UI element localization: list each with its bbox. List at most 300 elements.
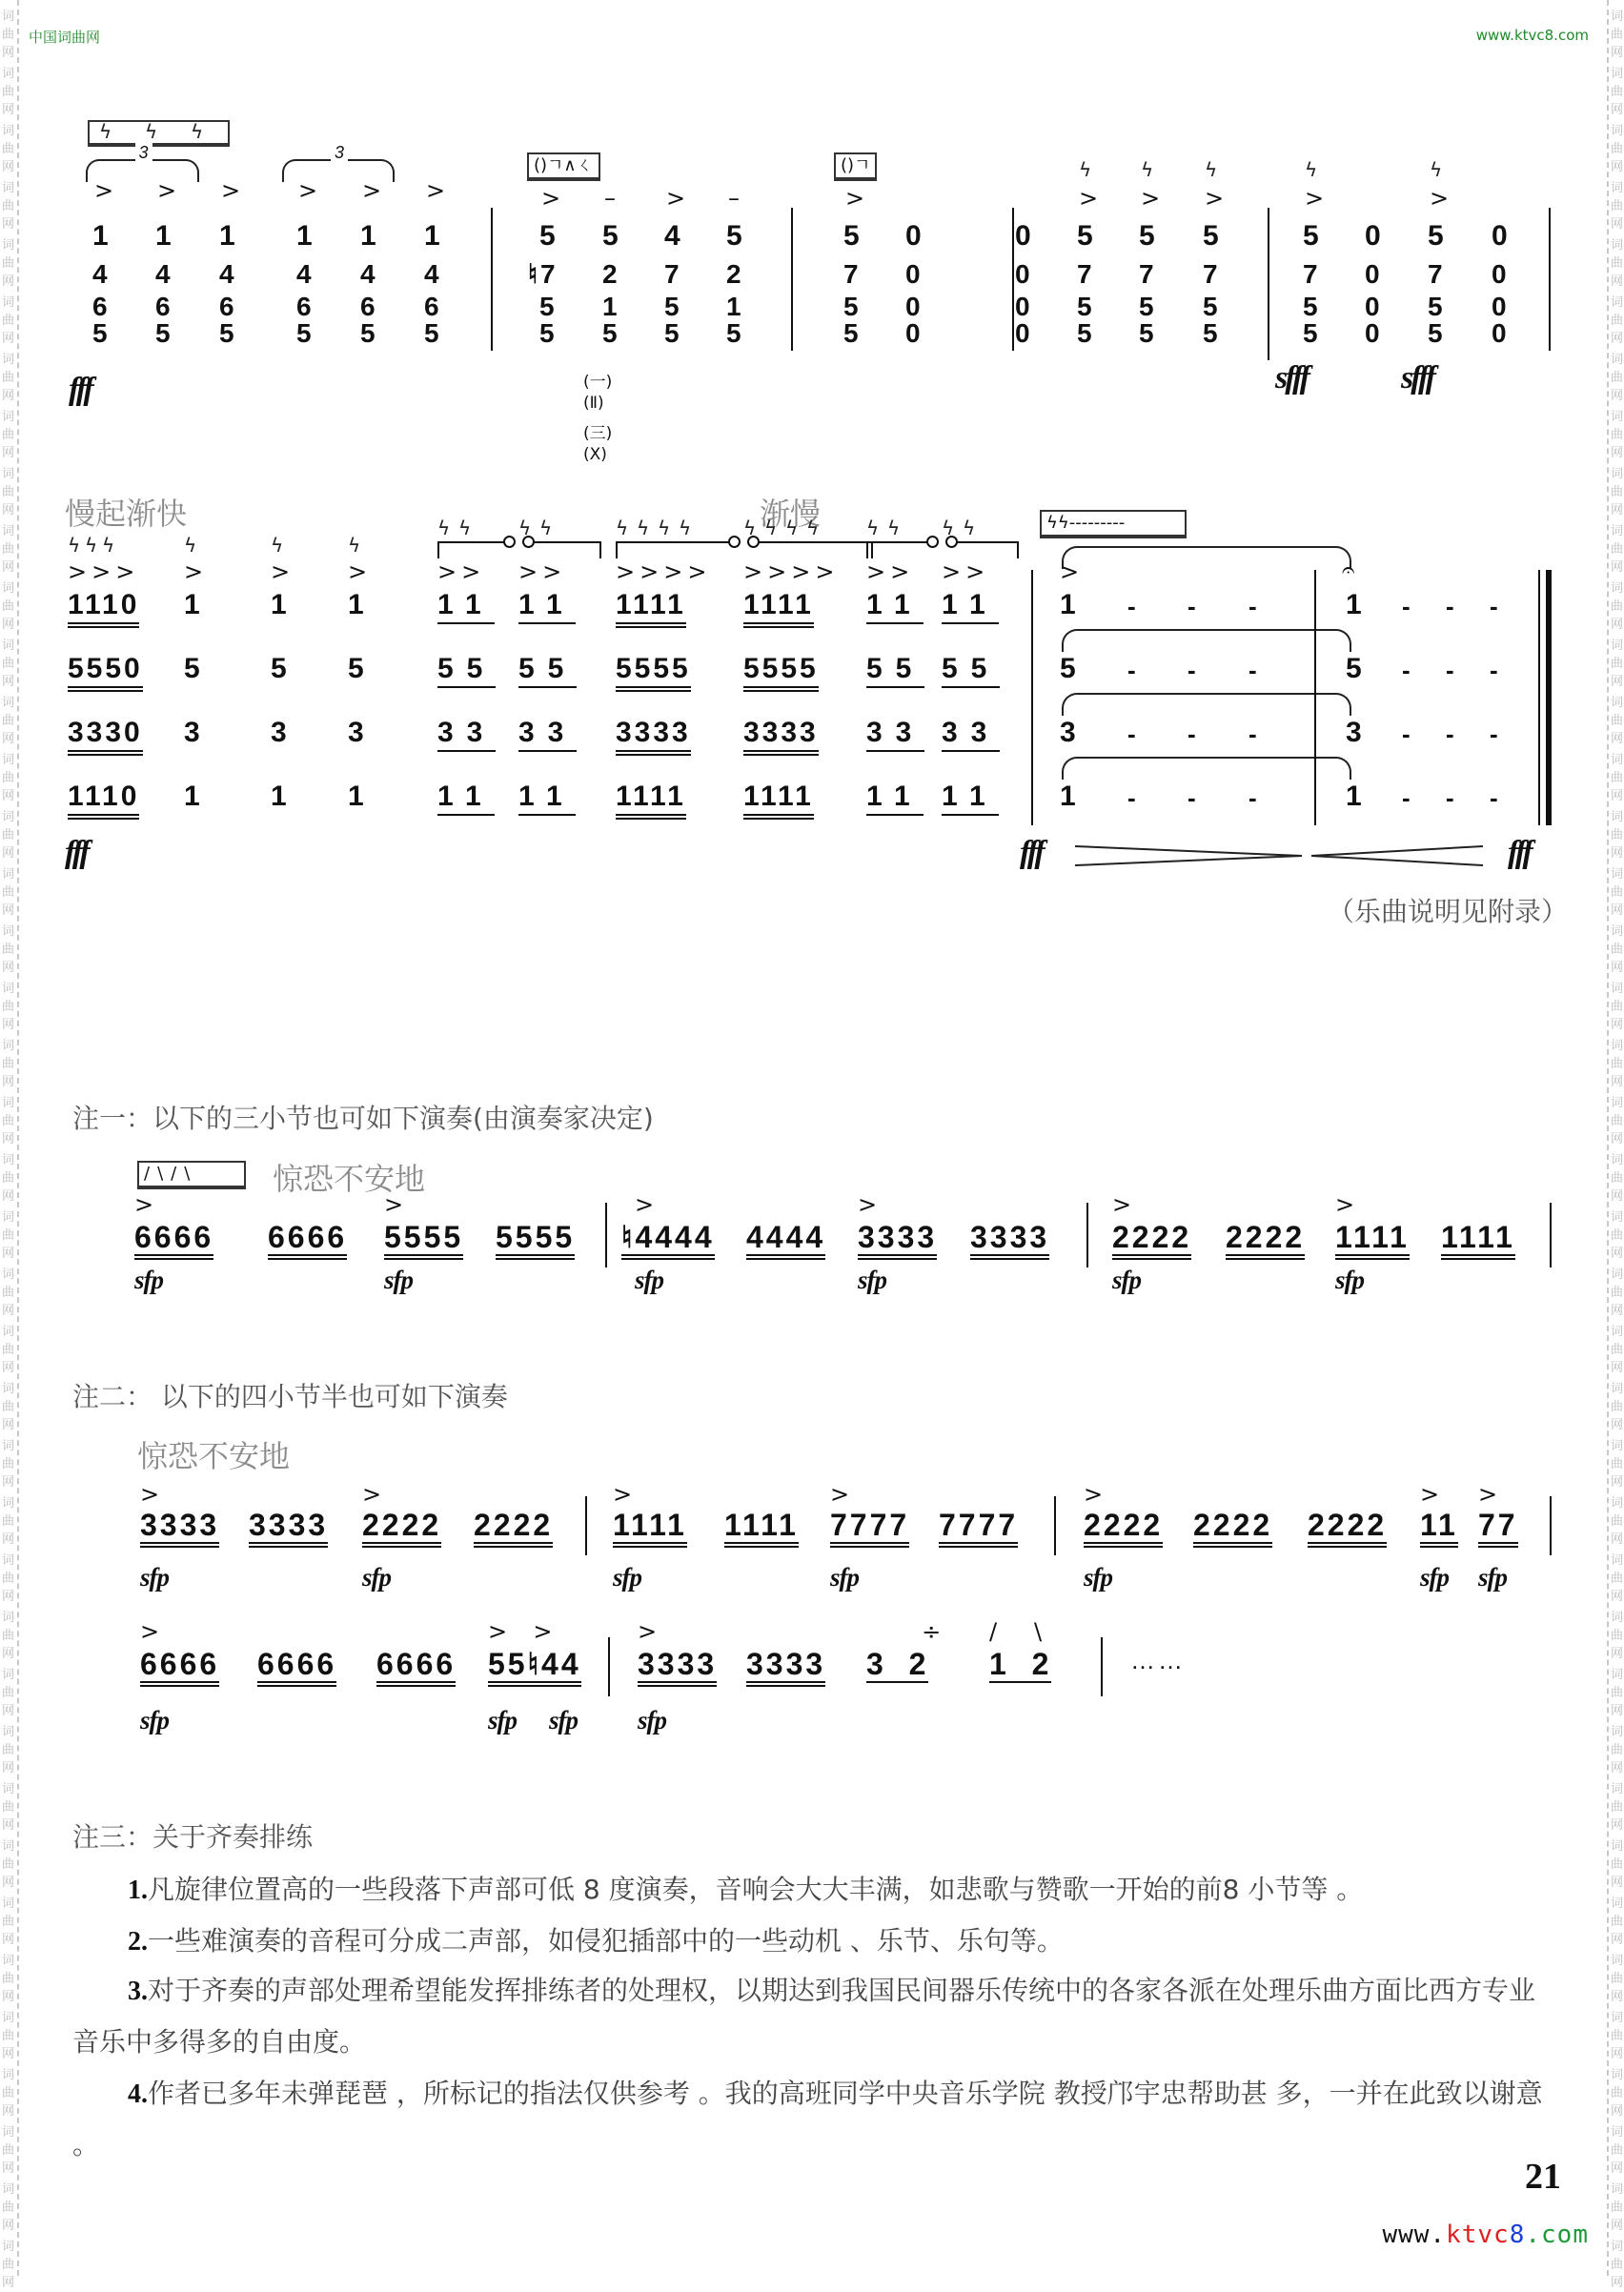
- accent-mark: / \: [989, 1618, 1046, 1645]
- note-group: 3 2: [866, 1647, 929, 1681]
- barline: [1086, 1203, 1088, 1268]
- note: 5: [539, 220, 558, 252]
- tremolo-icon: [539, 517, 552, 539]
- note-group: 5555: [496, 1222, 575, 1260]
- margin-watermark: 词曲网: [2, 1668, 15, 1718]
- margin-watermark: 词曲网: [1611, 467, 1624, 517]
- margin-watermark: 词曲网: [1611, 524, 1624, 575]
- accent-mark: >: [1060, 558, 1087, 585]
- margin-watermark: 词曲网: [1611, 1954, 1624, 2004]
- margin-watermark: 词曲网: [2, 295, 15, 346]
- hold-dash: -: [1402, 720, 1411, 748]
- string-label: (一): [583, 373, 613, 392]
- note: 1: [92, 220, 112, 252]
- margin-watermark: 词曲网: [2, 353, 15, 403]
- tremolo-icon: [658, 517, 670, 539]
- hold-dash: -: [1127, 656, 1136, 684]
- margin-watermark: 词曲网: [2, 1210, 15, 1261]
- appendix-note: （乐曲说明见附录）: [1327, 896, 1568, 927]
- margin-watermark: 词曲网: [2, 1382, 15, 1432]
- margin-watermark: 词曲网: [2, 10, 15, 60]
- hold-dash: -: [1402, 783, 1411, 812]
- note-group: 5: [348, 653, 367, 684]
- margin-watermark: 词曲网: [1611, 1096, 1624, 1146]
- hold-dash: -: [1490, 592, 1498, 620]
- accent-mark: >: [830, 1481, 858, 1508]
- note: 0: [905, 292, 924, 321]
- margin-watermark: 词曲网: [1611, 1153, 1624, 1204]
- note-group: 11: [942, 590, 999, 624]
- note-group: 1: [271, 781, 290, 812]
- note: 5: [1303, 220, 1322, 252]
- accent-mark: >>>: [68, 558, 140, 585]
- accent-mark: >: [1112, 1191, 1140, 1218]
- note-group: 33: [437, 718, 496, 752]
- tremolo-icon: [184, 534, 196, 557]
- margin-watermark: 词曲网: [1611, 2125, 1624, 2176]
- tremolo-icon: [887, 517, 900, 539]
- item-text: 凡旋律位置高的一些段落下声部可低 8 度演奏，音响会大大丰满，如悲歌与赞歌一开始的前8 小节等 。: [148, 1874, 1364, 1905]
- margin-watermark: 词曲网: [1611, 1325, 1624, 1375]
- footer-site-logo[interactable]: [1382, 2221, 1589, 2249]
- slide-bracket: [534, 541, 601, 558]
- accent-mark: >>: [942, 558, 990, 585]
- margin-watermark: 词曲网: [1611, 1039, 1624, 1089]
- note: 7: [1203, 259, 1221, 289]
- accent-mark: > >: [488, 1618, 557, 1645]
- accent-mark: >: [94, 177, 122, 204]
- note-group: 5: [184, 653, 203, 684]
- accent-mark: >: [184, 558, 209, 585]
- note-group: 2222: [474, 1510, 553, 1548]
- note-group: 2222: [1308, 1510, 1387, 1548]
- note: 5: [539, 318, 558, 348]
- slide-circle: [926, 536, 939, 548]
- note: 6: [296, 292, 315, 321]
- slide-bracket: [437, 541, 505, 558]
- accent-mark: >: [858, 1191, 885, 1218]
- note: 1: [726, 292, 744, 321]
- barline: [1031, 570, 1033, 825]
- triplet-number: 3: [331, 143, 348, 163]
- note-group: 6666: [268, 1222, 347, 1260]
- note: 0: [1365, 220, 1384, 252]
- dynamic-sfp: sfp: [858, 1266, 886, 1294]
- tremolo-icon: [348, 534, 360, 557]
- note: 5: [539, 292, 558, 321]
- item-number: 3.: [128, 1977, 148, 2006]
- margin-watermark: 词曲网: [1611, 1439, 1624, 1490]
- note-group: 1111: [1335, 1222, 1410, 1260]
- note: 4: [664, 220, 683, 252]
- margin-watermark: 词曲网: [1611, 124, 1624, 174]
- note: 4: [155, 259, 173, 289]
- decrescendo-hairpin: [1075, 846, 1302, 865]
- accent-mark: >: [140, 1481, 168, 1508]
- margin-watermark: 词曲网: [1611, 1725, 1624, 1775]
- note-group: 11: [866, 590, 924, 624]
- dynamic-sfp: sfp: [830, 1563, 859, 1592]
- note-group: 2222: [1112, 1222, 1191, 1260]
- held-note: 1: [1060, 781, 1079, 812]
- note: 5: [1428, 318, 1446, 348]
- note: 5: [1077, 220, 1096, 252]
- margin-watermark: 词曲网: [2, 1268, 15, 1318]
- slide-bracket: [616, 541, 730, 558]
- header-site-right[interactable]: www.ktvc8.com: [1475, 27, 1589, 44]
- dynamic-sfp: sfp: [613, 1563, 641, 1592]
- accent-mark: >: [221, 177, 249, 204]
- held-note: 1: [1346, 781, 1365, 812]
- note-group: 3330: [68, 718, 143, 756]
- note: 5: [1077, 318, 1095, 348]
- note: 1: [360, 220, 379, 252]
- note-group: 1: [184, 781, 203, 812]
- note-group: 1: [348, 589, 367, 620]
- item-number: 4.: [128, 2079, 148, 2109]
- note: 6: [360, 292, 378, 321]
- accent-mark: ÷: [866, 1618, 945, 1645]
- note: 6: [92, 292, 111, 321]
- hold-dash: -: [1248, 720, 1257, 748]
- note-group: 3333: [616, 718, 691, 756]
- accent-mark: >: [635, 1191, 662, 1218]
- expression-marking: 惊恐不安地: [137, 1438, 291, 1474]
- item-number: 2.: [128, 1927, 148, 1957]
- margin-watermark: 词曲网: [2, 1896, 15, 1947]
- note: 2: [726, 259, 744, 289]
- barline: [1550, 1203, 1552, 1268]
- held-note: 3: [1060, 717, 1079, 748]
- margin-watermark: 词曲网: [2, 181, 15, 232]
- tremolo-icon: [1305, 158, 1317, 181]
- barline: [585, 1496, 587, 1555]
- note-group: 5555: [616, 654, 691, 692]
- margin-watermark: 词曲网: [1611, 2068, 1624, 2119]
- string-label: (Ⅱ): [583, 394, 604, 413]
- note: 5: [1203, 318, 1221, 348]
- note-group: ♮4444: [621, 1222, 715, 1260]
- note-group: 1110: [68, 781, 139, 820]
- note-group: 11: [942, 781, 999, 816]
- margin-watermark: 词曲网: [1611, 67, 1624, 117]
- margin-watermark: 词曲网: [2, 982, 15, 1032]
- note-group: 7777: [939, 1510, 1018, 1548]
- tremolo-icon: [271, 534, 283, 557]
- note-group: 5555: [743, 654, 819, 692]
- hold-dash: -: [1127, 592, 1136, 620]
- note: 0: [1492, 318, 1510, 348]
- dynamic-sfp: sfp: [635, 1266, 663, 1294]
- accent-mark: >: [362, 177, 390, 204]
- site-logo-part: www.: [1382, 2221, 1447, 2249]
- accent-mark: >: [1205, 185, 1232, 212]
- note-group: 2222: [1226, 1222, 1305, 1260]
- accent-mark: –: [728, 185, 747, 212]
- note: 1: [602, 292, 620, 321]
- accent-mark: >: [134, 1191, 162, 1218]
- margin-watermark: 词曲网: [1611, 2240, 1624, 2290]
- margin-watermark: 词曲网: [1611, 181, 1624, 232]
- margin-watermark: 词曲网: [2, 2240, 15, 2290]
- note: 0: [905, 259, 924, 289]
- note-group: 33: [942, 718, 1000, 752]
- margin-watermark: 词曲网: [2, 467, 15, 517]
- ellipsis: ……: [1130, 1646, 1186, 1674]
- margin-line-left: [17, 0, 19, 2276]
- accent-mark: >: [1335, 1191, 1363, 1218]
- fermata: 𝄐: [1342, 557, 1363, 583]
- note: 0: [1015, 259, 1033, 289]
- margin-watermark: 词曲网: [1611, 753, 1624, 803]
- note: 5: [664, 292, 682, 321]
- item-text: 一些难演奏的音程可分成二声部，如侵犯插部中的一些动机 、乐节、乐句等。: [148, 1925, 1064, 1957]
- note-group: 1111: [616, 590, 686, 628]
- margin-watermark: 词曲网: [1611, 1611, 1624, 1661]
- note-group: 1110: [68, 590, 139, 628]
- margin-watermark: 词曲网: [1611, 353, 1624, 403]
- note: 1: [296, 220, 315, 252]
- note-group: 2222: [1084, 1510, 1163, 1548]
- margin-watermark: 词曲网: [1611, 1210, 1624, 1261]
- hold-dash: -: [1490, 720, 1498, 748]
- note-group: 11: [437, 781, 495, 816]
- margin-watermark: 词曲网: [1611, 10, 1624, 60]
- hold-dash: -: [1127, 783, 1136, 812]
- dynamic-sfff: sfff: [1275, 360, 1308, 396]
- accent-mark: >: [426, 177, 454, 204]
- dynamic-sfp: sfp: [1112, 1266, 1141, 1294]
- dynamic-fff: fff: [65, 835, 88, 870]
- held-note: 3: [1346, 717, 1365, 748]
- tie-arc: [1062, 546, 1351, 569]
- site-logo-part: ktvc: [1446, 2221, 1510, 2249]
- note-group: 3333: [140, 1510, 219, 1548]
- note: 4: [424, 259, 442, 289]
- note-group: 1: [348, 781, 367, 812]
- margin-watermark: 词曲网: [2, 1325, 15, 1375]
- margin-watermark: 词曲网: [1611, 295, 1624, 346]
- hold-dash: -: [1127, 720, 1136, 748]
- note: ♮7: [528, 259, 558, 289]
- note-group: 11: [1420, 1510, 1458, 1548]
- final-barline: [1546, 570, 1552, 825]
- tremolo-icon: [806, 517, 819, 539]
- note: 5: [843, 220, 863, 252]
- note3-item: [72, 1864, 1559, 1916]
- tremolo-icon: [679, 517, 691, 539]
- hold-dash: -: [1248, 783, 1257, 812]
- margin-watermark: 词曲网: [1611, 1553, 1624, 1604]
- accent-mark: >>>>: [743, 558, 840, 585]
- accent-mark: >: [1084, 1481, 1111, 1508]
- dynamic-sfp: sfp: [1420, 1563, 1449, 1592]
- held-note: 1: [1060, 589, 1079, 620]
- note3-title: 注三：关于齐奏排练: [72, 1821, 314, 1853]
- margin-watermark: 词曲网: [2, 1496, 15, 1547]
- note-group: 6666: [257, 1649, 336, 1687]
- note: 5: [843, 292, 862, 321]
- margin-watermark: 词曲网: [1611, 810, 1624, 861]
- item-text: 作者已多年未弹琵琶 ，所标记的指法仅供参考 。我的高班同学中央音乐学院 教授邝宇忠帮助甚 多，一并在此致以谢意 。: [72, 2078, 1543, 2160]
- hold-dash: -: [1188, 783, 1196, 812]
- tremolo-icon: [785, 517, 798, 539]
- dynamic-sfp: sfp: [1478, 1563, 1507, 1592]
- note: 4: [296, 259, 315, 289]
- accent-mark: >: [1305, 185, 1332, 212]
- hold-dash: -: [1446, 783, 1454, 812]
- barline: [1549, 208, 1551, 351]
- hold-dash: -: [1402, 656, 1411, 684]
- hold-dash: -: [1490, 656, 1498, 684]
- hold-dash: -: [1188, 592, 1196, 620]
- barline: [491, 208, 493, 351]
- note: 0: [1015, 318, 1033, 348]
- margin-watermark: 词曲网: [2, 410, 15, 460]
- margin-watermark: 词曲网: [1611, 867, 1624, 918]
- accent-mark: >: [362, 1481, 390, 1508]
- note-group: 55: [942, 654, 1000, 688]
- expression-marking: 惊恐不安地: [273, 1161, 426, 1197]
- note: 5: [1203, 292, 1221, 321]
- note-group: 2222: [362, 1510, 441, 1548]
- dynamic-sfp: sfp: [549, 1706, 578, 1734]
- note-group: 55♮44: [488, 1649, 581, 1687]
- note-group: 55: [437, 654, 496, 688]
- note: 1: [219, 220, 238, 252]
- hold-dash: -: [1188, 656, 1196, 684]
- note: 0: [1492, 292, 1510, 321]
- margin-watermark: 词曲网: [2, 867, 15, 918]
- hold-dash: -: [1188, 720, 1196, 748]
- tempo-marking: 渐慢: [760, 496, 822, 532]
- final-barline: [1538, 570, 1540, 825]
- note-group: 1111: [743, 590, 814, 628]
- tremolo-icon: [764, 517, 777, 539]
- slide-bracket: [957, 541, 1019, 558]
- accent-mark: >: [541, 185, 569, 212]
- margin-watermark: 词曲网: [2, 1782, 15, 1833]
- margin-watermark: 词曲网: [1611, 1668, 1624, 1718]
- note: 1: [155, 220, 174, 252]
- dynamic-sfp: sfp: [488, 1706, 517, 1734]
- note-group: 6666: [140, 1649, 219, 1687]
- margin-watermark: 词曲网: [2, 1839, 15, 1890]
- note: 0: [1015, 292, 1033, 321]
- note: 5: [664, 318, 682, 348]
- slide-bracket: [759, 541, 873, 558]
- tremolo-icon: [437, 517, 450, 539]
- accent-mark: >: [348, 558, 373, 585]
- note: 4: [92, 259, 111, 289]
- note-group: 1: [271, 589, 290, 620]
- note: 7: [1303, 259, 1321, 289]
- margin-watermark: 词曲网: [2, 639, 15, 689]
- margin-watermark: 词曲网: [2, 1039, 15, 1089]
- accent-mark: >: [1079, 185, 1106, 212]
- accent-mark: >: [638, 1618, 661, 1645]
- margin-watermark: 词曲网: [2, 1725, 15, 1775]
- margin-watermark: 词曲网: [1611, 1496, 1624, 1547]
- dynamic-sfp: sfp: [140, 1706, 169, 1734]
- tremolo-icon: [866, 517, 879, 539]
- margin-watermark: 词曲网: [2, 2068, 15, 2119]
- dynamic-sfff: sfff: [1401, 360, 1433, 396]
- margin-watermark: 词曲网: [2, 67, 15, 117]
- note: 6: [424, 292, 442, 321]
- margin-watermark: 词曲网: [1611, 1268, 1624, 1318]
- hold-dash: -: [1402, 592, 1411, 620]
- tie-arc: [1062, 629, 1351, 652]
- margin-watermark: 词曲网: [1611, 410, 1624, 460]
- barline: [1314, 570, 1316, 825]
- note-group: 1: [184, 589, 203, 620]
- accent-mark: >>: [866, 558, 915, 585]
- note: 5: [602, 318, 620, 348]
- margin-line-right: [1607, 0, 1609, 2276]
- dynamic-sfp: sfp: [1335, 1266, 1364, 1294]
- note: 5: [726, 318, 744, 348]
- tremolo-icon: [616, 517, 628, 539]
- note: 5: [424, 318, 442, 348]
- margin-watermark: 词曲网: [1611, 1382, 1624, 1432]
- barline: [1012, 208, 1014, 351]
- note: 5: [1428, 220, 1447, 252]
- note2-title: 注二： 以下的四小节半也可如下演奏: [72, 1381, 508, 1412]
- accent-mark: >>: [518, 558, 567, 585]
- accent-mark: >: [845, 185, 873, 212]
- note-group: 6666: [376, 1649, 456, 1687]
- hold-dash: -: [1446, 720, 1454, 748]
- accent-mark: >>>>: [616, 558, 712, 585]
- accent-mark: >: [271, 558, 295, 585]
- note: 5: [155, 318, 173, 348]
- note: 5: [1139, 292, 1157, 321]
- note: 0: [1492, 259, 1510, 289]
- note: 5: [1303, 318, 1321, 348]
- crescendo-hairpin: [1311, 846, 1483, 865]
- barline: [1101, 1637, 1103, 1696]
- fingering-box: ()ㄱ: [834, 152, 877, 181]
- note-group: 11: [518, 590, 576, 624]
- header-site-left[interactable]: 中国词曲网: [29, 29, 101, 46]
- hold-dash: -: [1248, 592, 1257, 620]
- slide-bracket: [866, 541, 928, 558]
- margin-watermark: 词曲网: [2, 696, 15, 746]
- barline: [1550, 1496, 1552, 1555]
- slide-circle: [728, 536, 741, 548]
- hold-dash: -: [1490, 783, 1498, 812]
- accent-mark: >: [666, 185, 694, 212]
- note-group: 77: [1478, 1510, 1518, 1548]
- note: 7: [1139, 259, 1157, 289]
- note-group: 33: [518, 718, 577, 752]
- note-group: 1111: [724, 1510, 799, 1548]
- barline: [1054, 1496, 1056, 1555]
- held-note: 1: [1346, 589, 1365, 620]
- barline: [608, 1637, 610, 1696]
- barline: [605, 1203, 607, 1268]
- margin-watermark: 词曲网: [2, 753, 15, 803]
- margin-watermark: 词曲网: [2, 238, 15, 289]
- note-group: 55: [518, 654, 577, 688]
- dynamic-sfp: sfp: [362, 1563, 391, 1592]
- note-group: 3333: [970, 1222, 1049, 1260]
- margin-watermark: 词曲网: [2, 1096, 15, 1146]
- accent-mark: >: [613, 1481, 640, 1508]
- margin-watermark: 词曲网: [1611, 2011, 1624, 2061]
- note3-item: [72, 2068, 1559, 2170]
